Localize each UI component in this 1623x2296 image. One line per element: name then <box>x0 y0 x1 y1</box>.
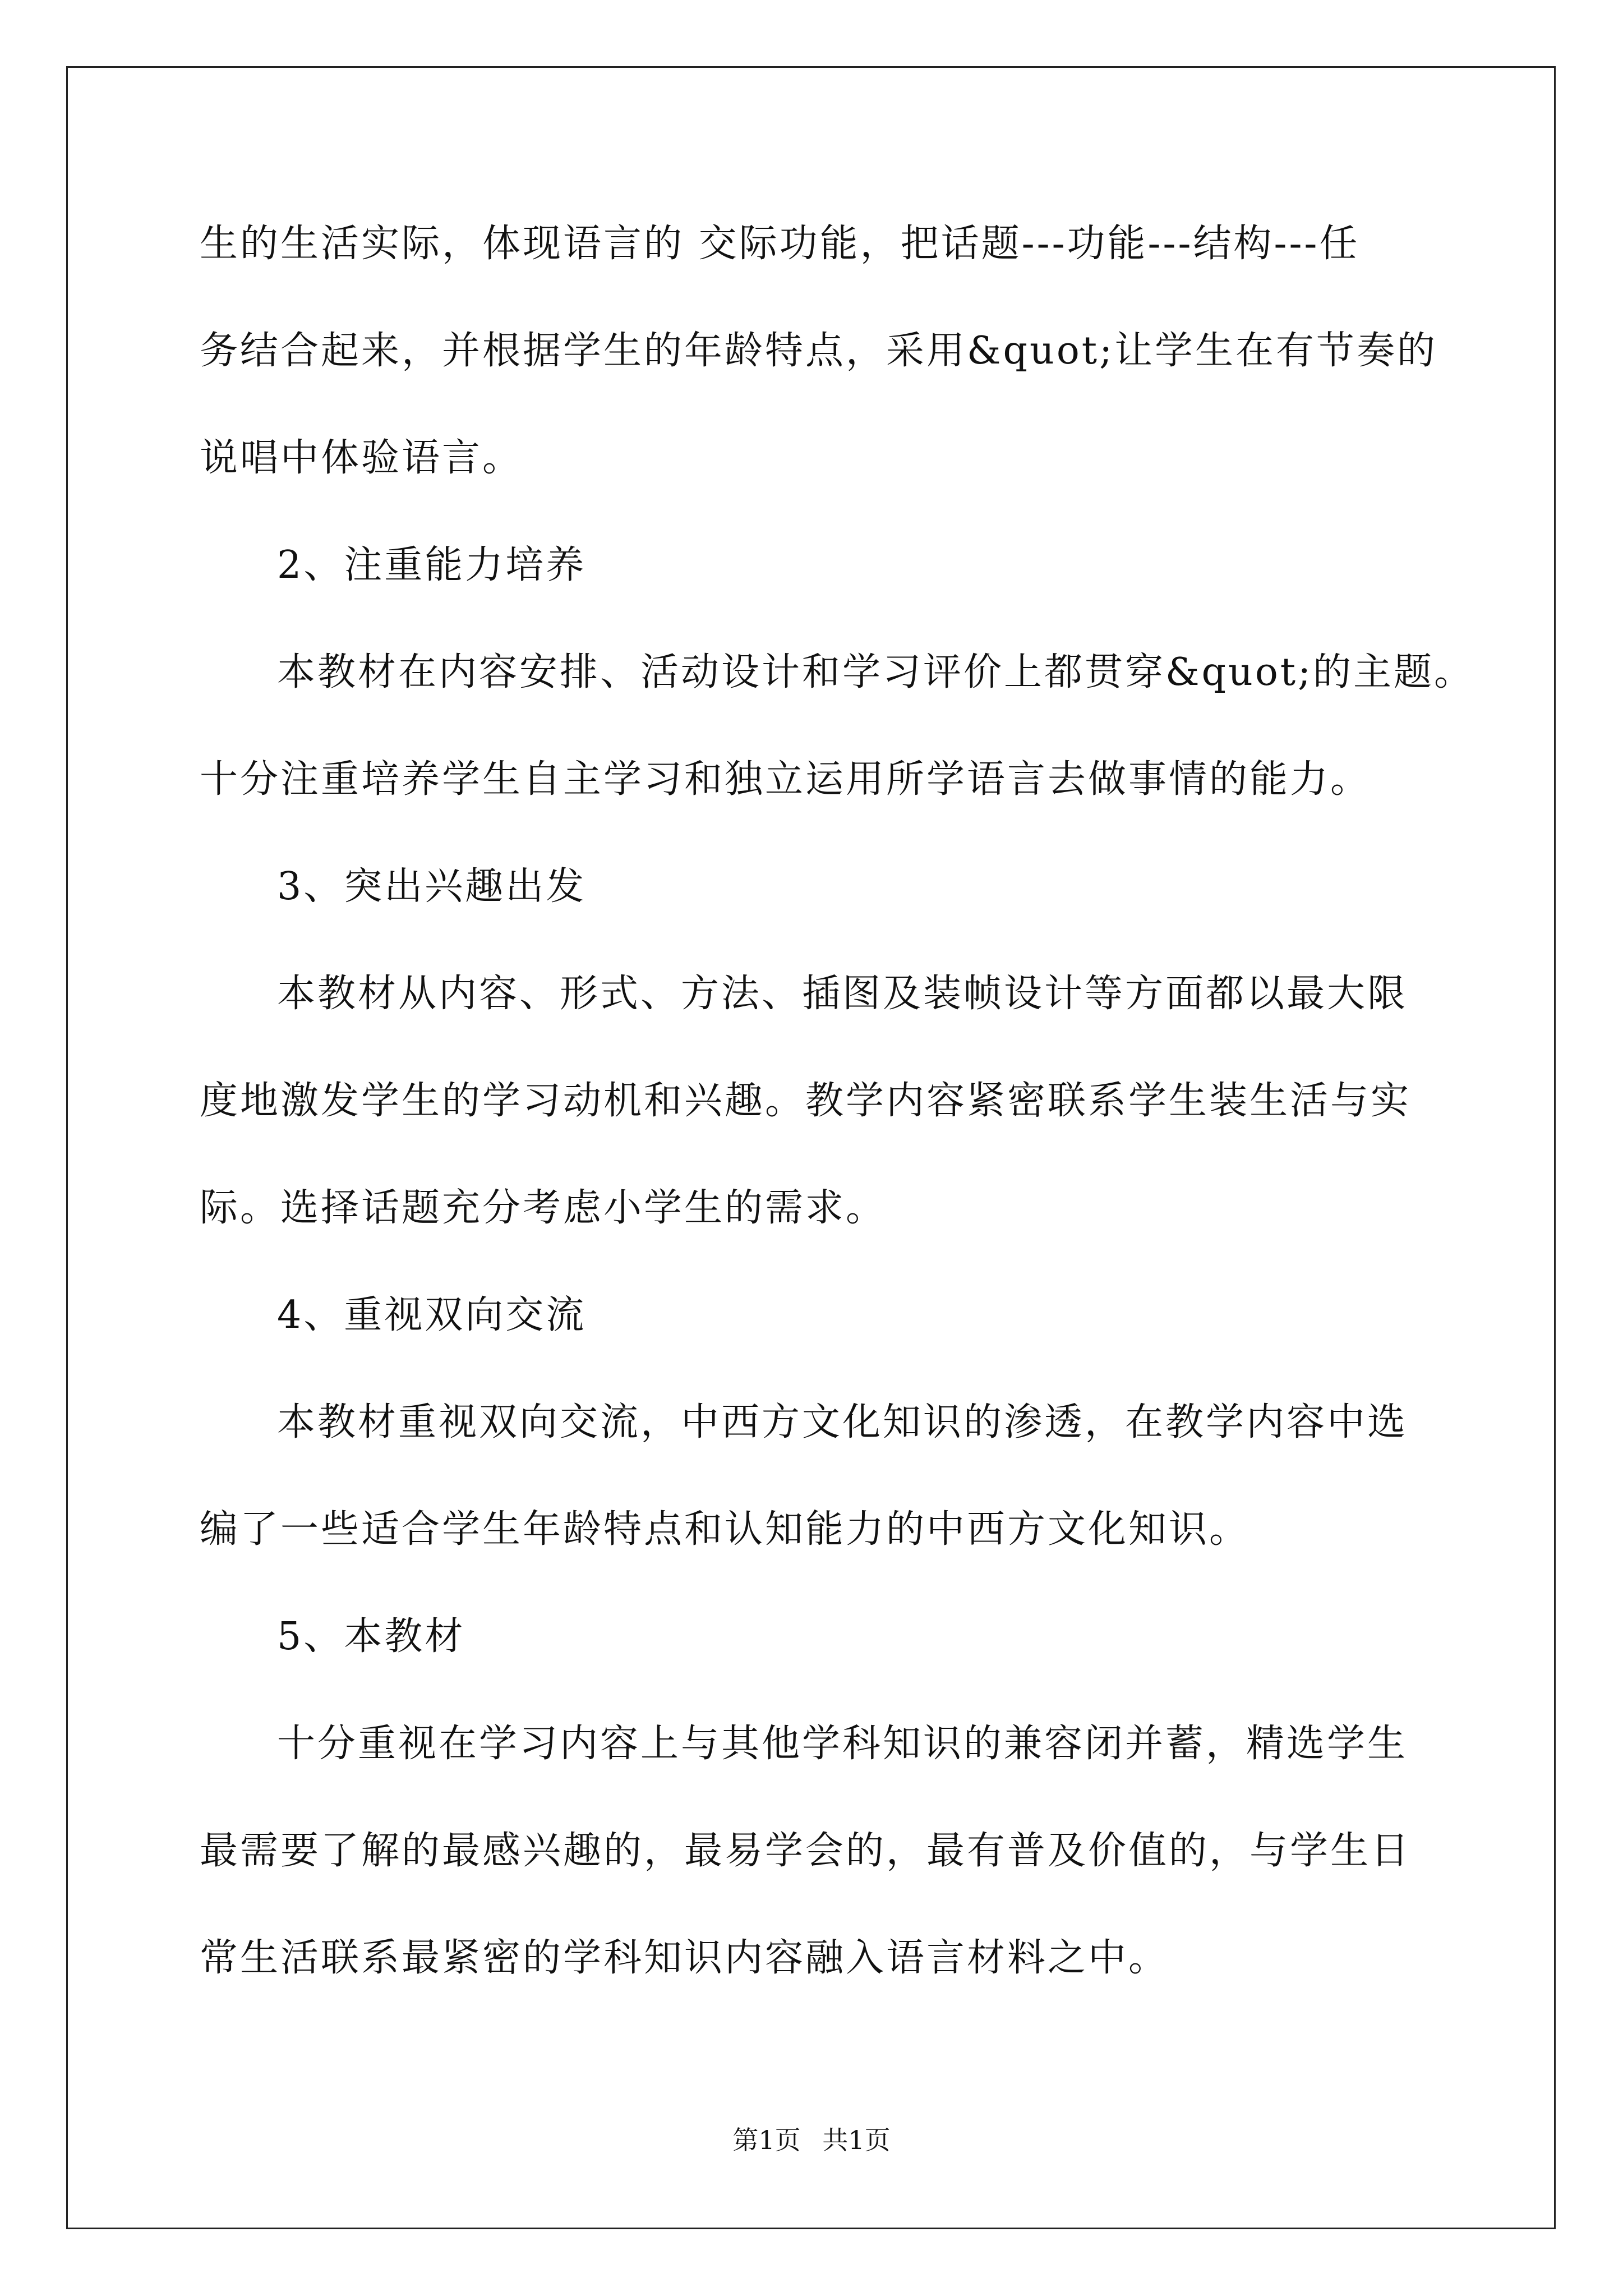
text-line: 十分重视在学习内容上与其他学科知识的兼容闭并蓄，精选学生 <box>277 1722 1408 1766</box>
text-line: 本教材在内容安排、活动设计和学习评价上都贯穿&quot;的主题。 <box>277 650 1475 694</box>
section-heading: 3、突出兴趣出发 <box>277 864 587 909</box>
section-heading: 5、本教材 <box>277 1614 465 1659</box>
text-line: 本教材重视双向交流，中西方文化知识的渗透，在教学内容中选 <box>277 1400 1408 1444</box>
text-line: 常生活联系最紧密的学科知识内容融入语言材料之中。 <box>200 1936 1169 1980</box>
document-body <box>200 218 1475 1985</box>
text-line: 务结合起来，并根据学生的年龄特点，采用&quot;让学生在有节奏的 <box>200 329 1438 373</box>
page-total: 共1页 <box>822 2125 891 2155</box>
text-line: 度地激发学生的学习动机和兴趣。教学内容紧密联系学生装生活与实 <box>200 1079 1412 1123</box>
text-line: 际。选择话题充分考虑小学生的需求。 <box>200 1186 887 1230</box>
text-line: 本教材从内容、形式、方法、插图及装帧设计等方面都以最大限 <box>277 972 1408 1016</box>
section-heading: 2、注重能力培养 <box>277 543 587 587</box>
section-heading: 4、重视双向交流 <box>277 1293 587 1337</box>
text-line: 生的生活实际，体现语言的 交际功能，把话题---功能---结构---任 <box>200 222 1360 266</box>
text-line: 编了一些适合学生年龄特点和认知能力的中西方文化知识。 <box>200 1507 1250 1552</box>
page-number: 第1页 <box>732 2125 801 2155</box>
text-line: 十分注重培养学生自主学习和独立运用所学语言去做事情的能力。 <box>200 757 1371 802</box>
text-line: 最需要了解的最感兴趣的，最易学会的，最有普及价值的，与学生日 <box>200 1829 1412 1873</box>
text-line: 说唱中体验语言。 <box>200 436 523 480</box>
page-footer <box>0 2123 1623 2157</box>
